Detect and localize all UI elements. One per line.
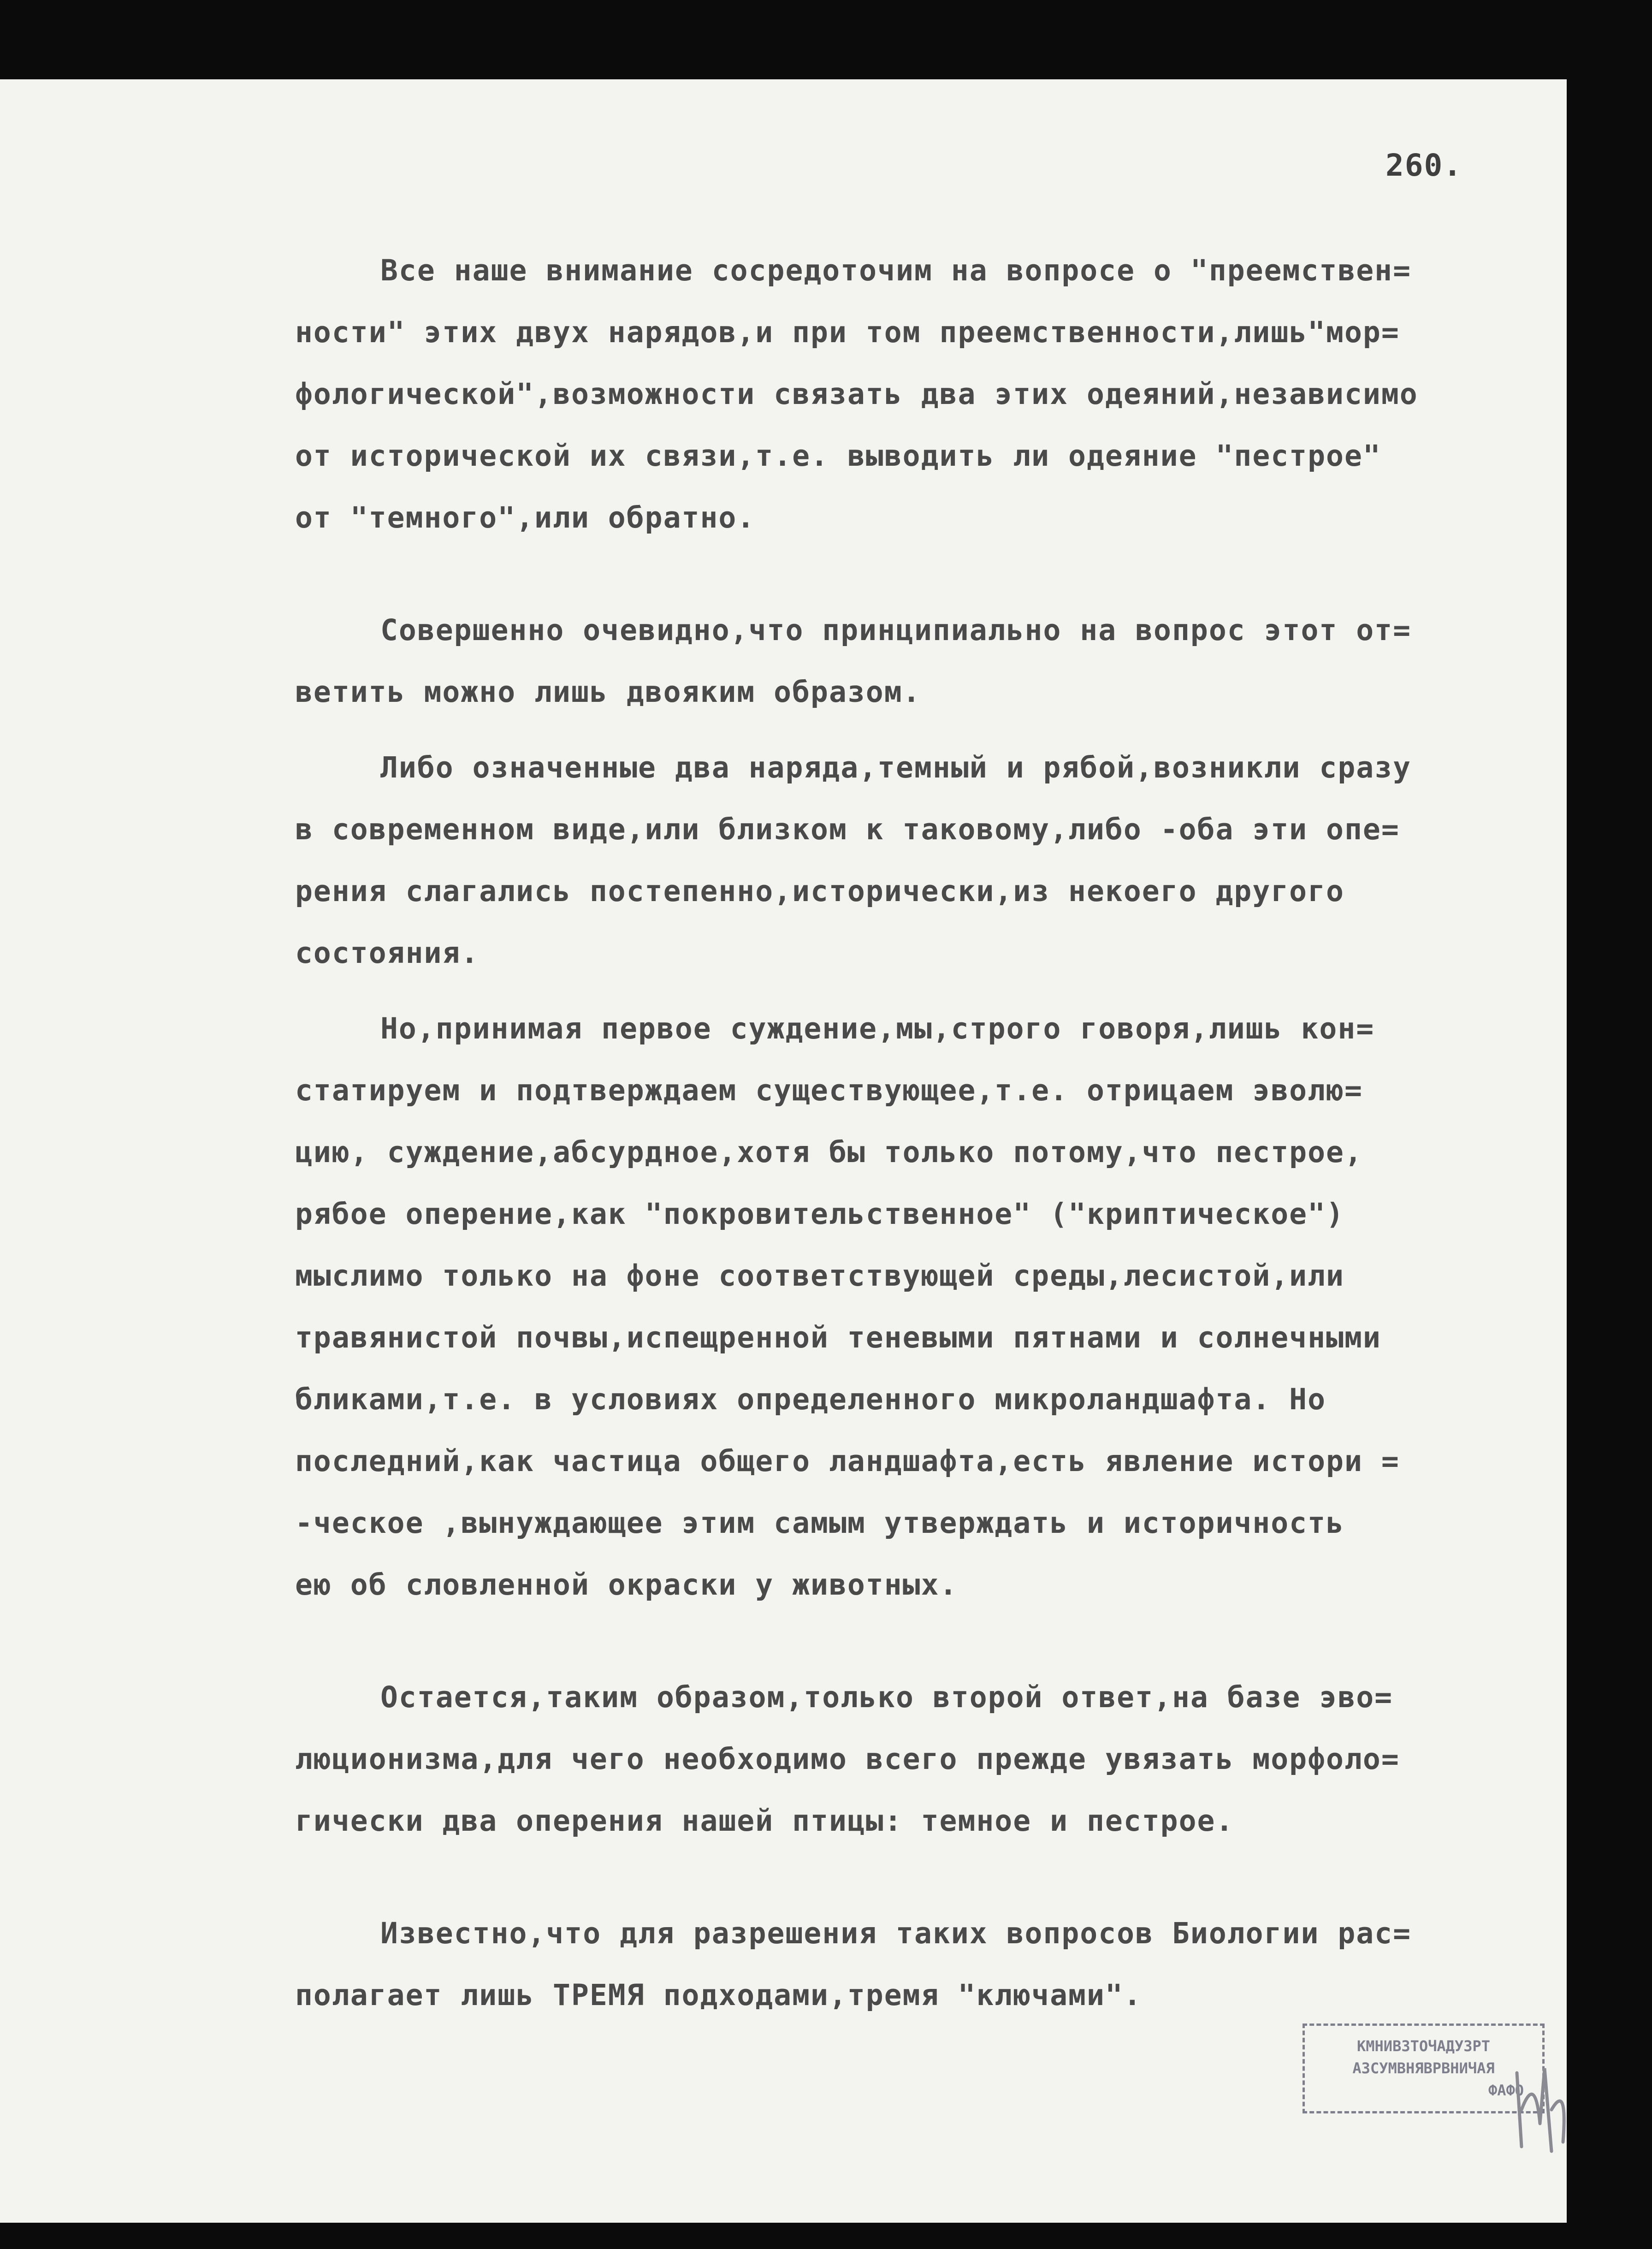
paragraph-1 [295,240,1512,549]
text-line: ветить можно лишь двояким образом. [295,675,921,709]
text-line: статируем и подтверждаем существующее,т.е. отрицаем эволю= [295,1074,1363,1107]
text-line: Остается,таким образом,только второй ответ,на базе эво= [380,1680,1393,1714]
text-line: в современном виде,или близком к таковому,либо -оба эти опе= [295,813,1400,846]
paragraph-4 [295,998,1512,1616]
text-line: полагает лишь ТРЕМЯ подходами,тремя "ключами". [295,1978,1142,2012]
text-line: Либо означенные два наряда,темный и рябой,возникли сразу [380,751,1412,784]
text-line: мыслимо только на фоне соответствующей среды,лесистой,или [295,1259,1344,1293]
text-line: от исторической их связи,т.е. выводить ли одеяние "пестрое" [295,439,1381,473]
text-line: Известно,что для разрешения таких вопросов Биологии рас= [380,1917,1412,1950]
text-line: -ческое ,вынуждающее этим самым утверждать и историчность [295,1506,1344,1540]
text-line: ею об словленной окраски у животных. [295,1568,958,1602]
stamp-line: ФАФО [1488,2082,1524,2099]
stamp-line: АЗСУМВНЯВРВНИЧАЯ [1352,2059,1495,2077]
paragraph-5 [295,1667,1512,1852]
text-line: ности" этих двух нарядов,и при том преемственности,лишь"мор= [295,315,1400,349]
text-line: люционизма,для чего необходимо всего прежде увязать морфоло= [295,1742,1400,1776]
text-line: состояния. [295,936,480,970]
handwritten-folio-mark [1508,2054,1577,2160]
paragraph-2 [295,599,1512,723]
stamp-line: КМНИВЗТОЧАДУЗРТ [1357,2037,1490,2055]
text-line: гически два оперения нашей птицы: темное и пестрое. [295,1804,1234,1838]
text-line: рения слагались постепенно,исторически,из некоего другого [295,874,1344,908]
text-line: фологической",возможности связать два этих одеяний,независимо [295,377,1418,411]
text-line: рябое оперение,как "покровительственное" ("криптическое") [295,1197,1344,1231]
text-line: Но,принимая первое суждение,мы,строго говоря,лишь кон= [380,1012,1375,1045]
text-line: Совершенно очевидно,что принципиально на вопрос этот от= [380,613,1412,647]
paragraph-3 [295,737,1512,984]
text-line: бликами,т.е. в условиях определенного микроландшафта. Но [295,1383,1326,1416]
typed-text-body [295,240,1512,2077]
text-line: Все наше внимание сосредоточим на вопросе о "преемствен= [380,254,1412,287]
text-line: от "темного",или обратно. [295,501,756,534]
text-line: последний,как частица общего ландшафта,есть явление истори = [295,1444,1400,1478]
text-line: травянистой почвы,испещренной теневыми пятнами и солнечными [295,1321,1381,1354]
paragraph-6 [295,1903,1512,2026]
text-line: цию, суждение,абсурдное,хотя бы только потому,что пестрое, [295,1135,1363,1169]
signature-scribble [1508,2054,1577,2160]
page-number: 260. [1386,148,1463,183]
